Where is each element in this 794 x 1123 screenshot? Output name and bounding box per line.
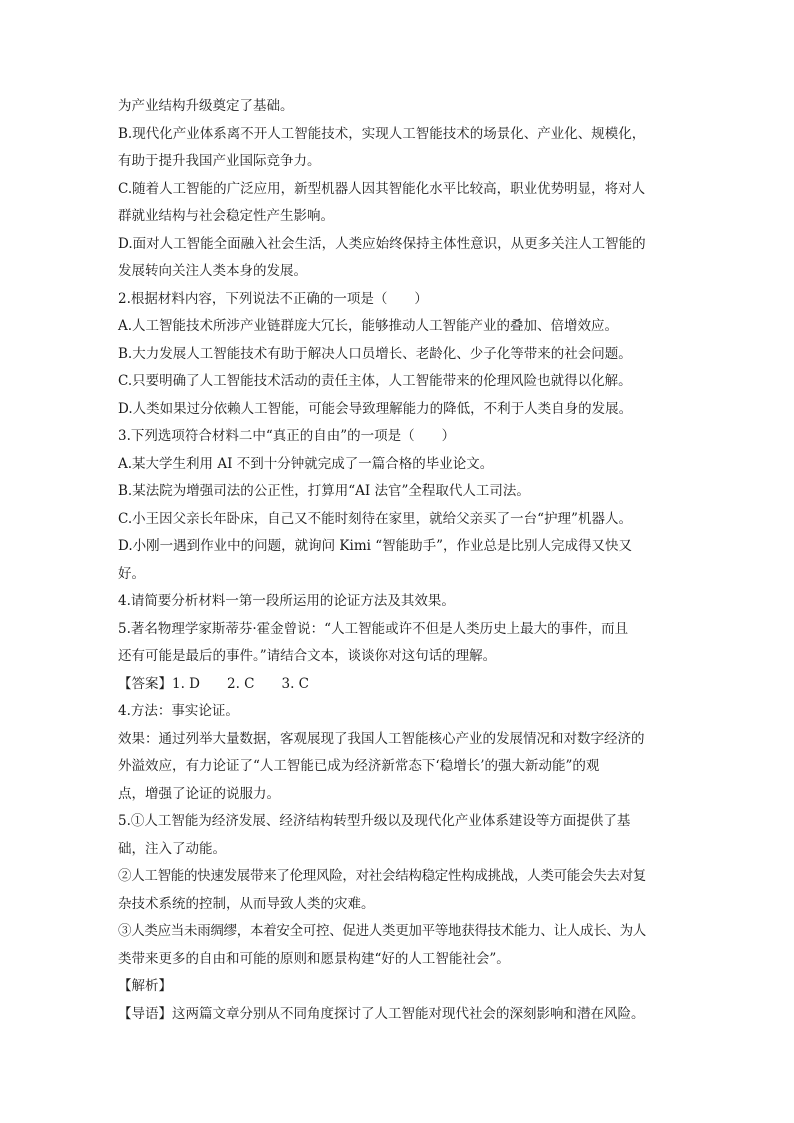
text-line: 发展转向关注人类本身的发展。 <box>118 263 307 279</box>
question-2-option-b: B.大力发展人工智能技术有助于解决人口员增长、老龄化、少子化等带来的社会问题。 <box>118 345 632 362</box>
question-4: 4.请简要分析材料一第一段所运用的论证方法及其效果。 <box>118 593 455 609</box>
question-2-option-d: D.人类如果过分依赖人工智能，可能会导致理解能力的降低，不利于人类自身的发展。 <box>118 400 633 417</box>
answer-5-point-2: ②人工智能的快速发展带来了伦理风险，对社会结构稳定性构成挑战，人类可能会失去对复 <box>118 868 646 884</box>
text-line: 类带来更多的自由和可能的原则和愿景构建“好的人工智能社会”。 <box>118 950 510 967</box>
answer-5-point-1: 5.①人工智能为经济发展、经济结构转型升级以及现代化产业体系建设等方面提供了基 <box>118 813 631 829</box>
text-line: 为产业结构升级奠定了基础。 <box>118 98 294 114</box>
analysis-heading: 【解析】 <box>118 978 172 994</box>
intro-line: 【导语】这两篇文章分别从不同角度探讨了人工智能对现代社会的深刻影响和潜在风险。 <box>118 1005 645 1022</box>
text-line: 外溢效应，有力论证了“人工智能已成为经济新常态下‘稳增长’的强大新动能”的观 <box>118 758 600 774</box>
text-line: 好。 <box>118 565 145 582</box>
question-3-option-d: D.小刚一遇到作业中的问题，就询问 Kimi “智能助手”，作业总是比别人完成得又快又 <box>118 538 633 554</box>
question-3-option-b: B.某法院为增强司法的公正性，打算用“AI 法官”全程取代人工司法。 <box>118 483 530 499</box>
text-line: 杂技术系统的控制，从而导致人类的灾难。 <box>118 895 375 912</box>
answer-heading: 【答案】1. D 2. C 3. C <box>118 675 309 692</box>
option-d-line: D.面对人工智能全面融入社会生活，人类应始终保持主体性意识，从更多关注人工智能的 <box>118 235 646 252</box>
text-line: 群就业结构与社会稳定性产生影响。 <box>118 208 334 224</box>
question-5: 5.著名物理学家斯蒂芬·霍金曾说：“人工智能或许不但是人类历史上最大的事件，而且 <box>118 620 629 637</box>
question-2-option-c: C.只要明确了人工智能技术活动的责任主体，人工智能带来的伦理风险也就得以化解。 <box>118 373 632 389</box>
question-3-option-a: A.某大学生利用 AI 不到十分钟就完成了一篇合格的毕业论文。 <box>118 455 494 472</box>
text-line: 有助于提升我国产业国际竞争力。 <box>118 153 321 169</box>
question-3-option-c: C.小王因父亲长年卧床，自己又不能时刻待在家里，就给父亲买了一台“护理”机器人。 <box>118 510 632 527</box>
question-2: 2.根据材料内容，下列说法不正确的一项是（ ） <box>118 290 428 307</box>
text-line: 还有可能是最后的事件。”请结合文本，谈谈你对这句话的理解。 <box>118 648 497 664</box>
text-line: 础，注入了动能。 <box>118 840 226 857</box>
text-line: 点，增强了论证的说服力。 <box>118 785 280 802</box>
answer-5-point-3: ③人类应当未雨绸缪，本着安全可控、促进人类更加平等地获得技术能力、让人成长、为人 <box>118 923 646 939</box>
question-3: 3.下列选项符合材料二中“真正的自由”的一项是（ ） <box>118 428 456 444</box>
option-b-line: B.现代化产业体系离不开人工智能技术，实现人工智能技术的场景化、产业化、规模化， <box>118 125 646 142</box>
document-page <box>118 93 678 1028</box>
question-2-option-a: A.人工智能技术所涉产业链群庞大冗长，能够推动人工智能产业的叠加、倍增效应。 <box>118 318 619 334</box>
answer-4-effect: 效果：通过列举大量数据，客观展现了我国人工智能核心产业的发展情况和对数字经济的 <box>118 730 645 747</box>
option-c-line: C.随着人工智能的广泛应用，新型机器人因其智能化水平比较高，职业优势明显，将对人 <box>118 180 646 197</box>
answer-4-method: 4.方法：事实论证。 <box>118 703 239 719</box>
